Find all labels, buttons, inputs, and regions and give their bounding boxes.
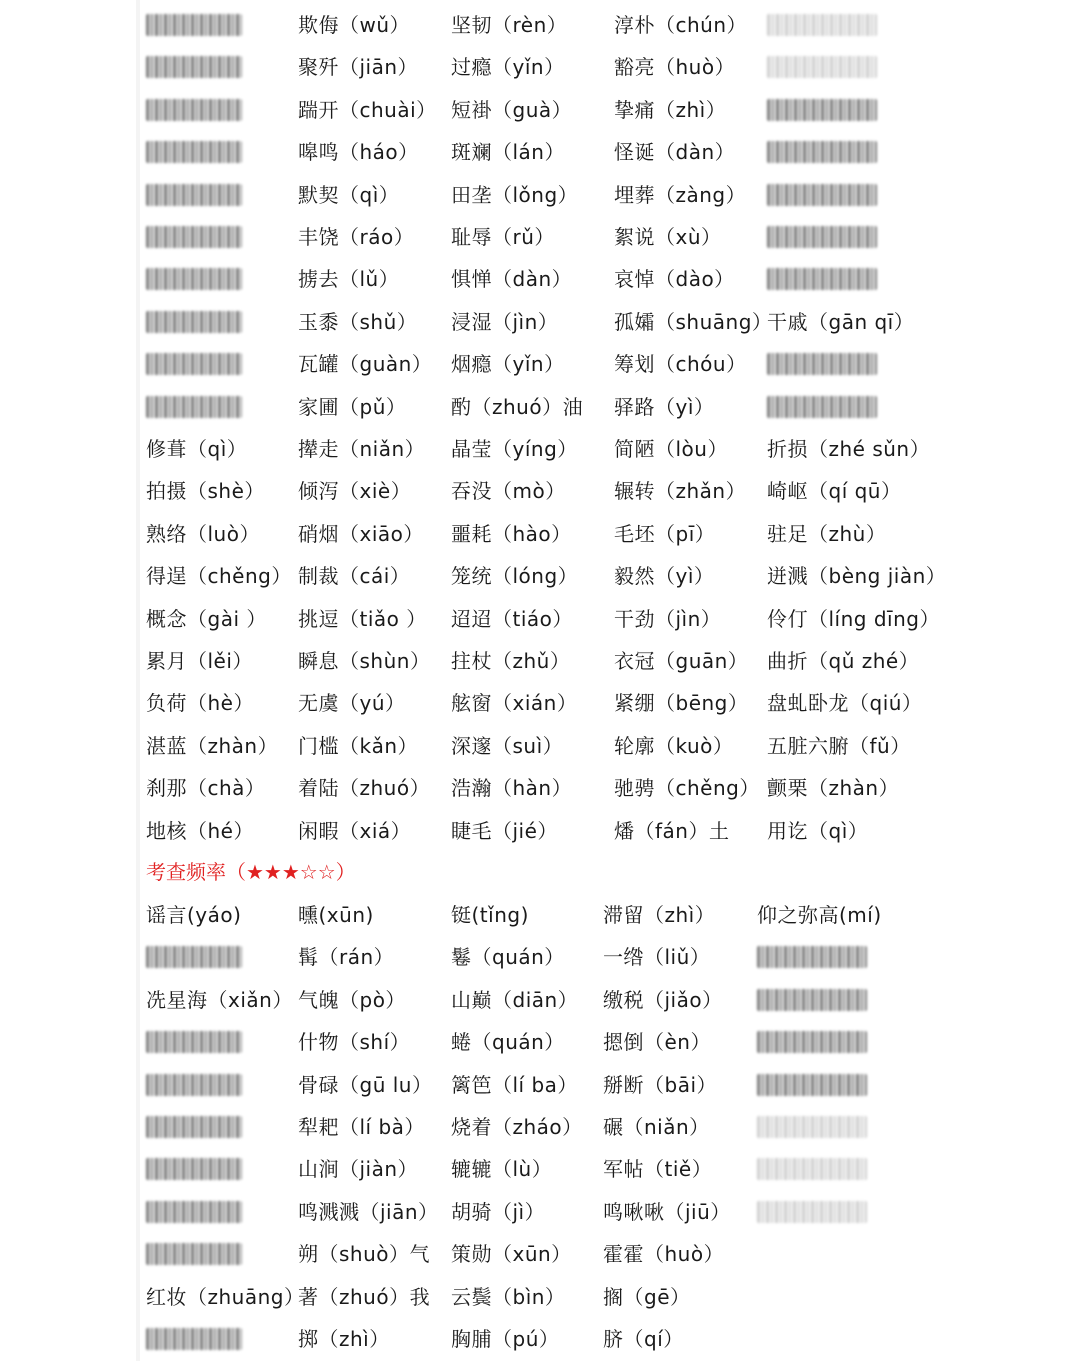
redacted-entry <box>146 1328 242 1350</box>
redacted-entry <box>757 1074 867 1096</box>
vocab-entry: 门槛（kǎn） <box>298 733 419 758</box>
table-row <box>0 4 1080 46</box>
redacted-entry <box>767 56 877 78</box>
vocab-entry: 概念（gài ） <box>146 606 267 631</box>
vocab-entry: 酌（zhuó）油 <box>451 394 584 419</box>
vocab-entry: 筹划（chóu） <box>614 352 747 377</box>
vocab-entry: 怪诞（dàn） <box>614 140 736 165</box>
vocab-entry: 掳去（lǔ） <box>298 267 400 292</box>
vocab-entry: 山巅（diān） <box>451 987 579 1012</box>
vocab-entry: 迢迢（tiáo） <box>451 606 573 631</box>
redacted-entry <box>146 1074 242 1096</box>
vocab-entry: 惧惮（dàn） <box>451 267 573 292</box>
vocab-entry: 闲暇（xiá） <box>298 818 412 843</box>
vocab-entry: 迸溅（bèng jiàn） <box>767 564 947 589</box>
vocab-entry: 缴税（jiǎo） <box>603 987 723 1012</box>
table-row <box>0 1148 1080 1190</box>
vocab-entry: 烟瘾（yǐn） <box>451 352 565 377</box>
table-row <box>0 810 1080 852</box>
table-row <box>0 428 1080 470</box>
vocab-entry: 无虞（yú） <box>298 691 406 716</box>
vocab-entry: 拍摄（shè） <box>146 479 265 504</box>
vocab-entry: 毅然（yì） <box>614 564 715 589</box>
vocab-entry: 盘虬卧龙（qiú） <box>767 691 923 716</box>
redacted-entry <box>767 396 877 418</box>
vocab-entry: 鬈（quán） <box>451 945 565 970</box>
table-row <box>0 46 1080 88</box>
vocab-entry: 军帖（tiě） <box>603 1157 713 1182</box>
vocab-entry: 踹开（chuài） <box>298 97 437 122</box>
redacted-entry <box>146 226 242 248</box>
redacted-entry <box>146 1201 242 1223</box>
vocab-entry: 家圃（pǔ） <box>298 394 407 419</box>
vocab-entry: 絮说（xù） <box>614 225 722 249</box>
vocab-entry: 髯（rán） <box>298 945 395 970</box>
vocab-entry: 丰饶（ráo） <box>298 225 415 249</box>
vocab-entry: 干戚（gān qī） <box>767 309 915 334</box>
vocab-entry: 衣冠（guān） <box>614 649 749 673</box>
redacted-entry <box>146 1158 242 1180</box>
redacted-entry <box>767 226 877 248</box>
vocab-entry: 著（zhuó）我 <box>298 1284 431 1309</box>
redacted-entry <box>146 946 242 968</box>
vocab-entry: 胸脯（pú） <box>451 1327 560 1351</box>
vocab-entry: 折损（zhé sǔn） <box>767 437 931 461</box>
vocab-entry: 耻辱（rǔ） <box>451 225 555 249</box>
vocab-entry: 铤(tǐng) <box>451 903 529 927</box>
redacted-entry <box>146 311 242 333</box>
table-row <box>0 258 1080 300</box>
table-row <box>0 216 1080 258</box>
vocab-entry: 晶莹（yíng） <box>451 437 578 461</box>
vocab-entry: 默契（qì） <box>298 182 400 207</box>
table-row <box>0 598 1080 640</box>
vocab-entry: 云鬓（bìn） <box>451 1284 566 1309</box>
redacted-entry <box>757 946 867 968</box>
vocab-entry: 曛(xūn) <box>298 903 374 927</box>
vocab-entry: 孤孀（shuāng） <box>614 309 773 334</box>
vocab-entry: 骨碌（gū lu） <box>298 1072 433 1097</box>
redacted-entry <box>757 1031 867 1053</box>
vocab-entry: 湛蓝（zhàn） <box>146 733 279 758</box>
vocab-entry: 一绺（liǔ） <box>603 945 711 970</box>
vocab-entry: 睫毛（jié） <box>451 818 558 843</box>
table-row <box>0 1318 1080 1360</box>
vocab-entry: 犁耙（lí bà） <box>298 1115 425 1139</box>
vocab-entry: 霍霍（huò） <box>603 1242 725 1267</box>
vocab-entry: 修葺（qì） <box>146 437 248 461</box>
vocab-entry: 五脏六腑（fǔ） <box>767 733 911 758</box>
vocab-entry: 搁（gē） <box>603 1284 691 1309</box>
redacted-entry <box>146 141 242 163</box>
vocab-entry: 过瘾（yǐn） <box>451 55 565 80</box>
vocab-entry: 烧着（zháo） <box>451 1115 583 1139</box>
vocab-entry: 舷窗（xián） <box>451 691 578 716</box>
vocab-entry: 淳朴（chún） <box>614 13 748 37</box>
vocab-entry: 篱笆（lí ba） <box>451 1072 578 1097</box>
redacted-entry <box>767 99 877 121</box>
vocab-entry: 挚痛（zhì） <box>614 97 727 122</box>
vocab-entry: 滞留（zhì） <box>603 903 716 927</box>
table-row <box>0 1021 1080 1063</box>
redacted-entry <box>146 353 242 375</box>
redacted-entry <box>146 1243 242 1265</box>
vocab-entry: 辘辘（lù） <box>451 1157 553 1182</box>
vocab-entry: 瞬息（shùn） <box>298 649 431 673</box>
vocab-entry: 累月（lěi） <box>146 649 253 673</box>
vocab-entry: 着陆（zhuó） <box>298 776 431 801</box>
vocab-entry: 鸣啾啾（jiū） <box>603 1199 731 1224</box>
redacted-entry <box>757 1158 867 1180</box>
vocab-entry: 轮廓（kuò） <box>614 733 734 758</box>
vocab-entry: 崎岖（qí qū） <box>767 479 902 504</box>
vocab-entry: 负荷（hè） <box>146 691 254 716</box>
vocab-entry: 山涧（jiàn） <box>298 1157 419 1182</box>
table-row <box>0 1106 1080 1148</box>
redacted-entry <box>757 1116 867 1138</box>
table-row <box>0 1191 1080 1233</box>
vocab-entry: 驰骋（chěng） <box>614 776 760 801</box>
table-row <box>0 1233 1080 1275</box>
vocab-entry: 红妆（zhuāng） <box>146 1284 305 1309</box>
vocab-entry: 拄杖（zhǔ） <box>451 649 571 673</box>
table-row <box>0 682 1080 724</box>
table-row <box>0 301 1080 343</box>
vocab-entry: 笼统（lóng） <box>451 564 579 589</box>
vocab-entry: 短褂（guà） <box>451 97 573 122</box>
vocab-entry: 倾泻（xiè） <box>298 479 412 504</box>
vocab-entry: 刹那（chà） <box>146 776 266 801</box>
redacted-entry <box>146 56 242 78</box>
vocab-entry: 制裁（cái） <box>298 564 411 589</box>
table-row <box>0 979 1080 1021</box>
vocab-entry: 掷（zhì） <box>298 1327 390 1351</box>
vocab-entry: 斑斓（lán） <box>451 140 565 165</box>
redacted-entry <box>767 353 877 375</box>
redacted-entry <box>767 14 877 36</box>
redacted-entry <box>146 184 242 206</box>
vocab-entry: 掰断（bāi） <box>603 1072 718 1097</box>
vocab-entry: 豁亮（huò） <box>614 55 736 80</box>
vocab-entry: 埋葬（zàng） <box>614 182 747 207</box>
frequency-heading: 考查频率（★★★☆☆） <box>146 860 356 884</box>
vocab-entry: 什物（shí） <box>298 1030 411 1055</box>
vocab-entry: 仰之弥高(mí) <box>757 903 882 927</box>
vocab-entry: 硝烟（xiāo） <box>298 521 424 546</box>
redacted-entry <box>146 1116 242 1138</box>
vocab-entry: 伶仃（líng dīng） <box>767 606 940 631</box>
redacted-entry <box>146 14 242 36</box>
vocab-entry: 撵走（niǎn） <box>298 437 426 461</box>
vocab-entry: 简陋（lòu） <box>614 437 728 461</box>
table-row <box>0 131 1080 173</box>
table-row <box>0 174 1080 216</box>
vocab-entry: 蜷（quán） <box>451 1030 565 1055</box>
vocab-entry: 熟络（luò） <box>146 521 260 546</box>
vocab-entry: 吞没（mò） <box>451 479 566 504</box>
vocab-entry: 脐（qí） <box>603 1327 684 1351</box>
redacted-entry <box>767 184 877 206</box>
redacted-entry <box>146 268 242 290</box>
vocab-entry: 驿路（yì） <box>614 394 715 419</box>
redacted-entry <box>146 1031 242 1053</box>
vocab-entry: 曲折（qǔ zhé） <box>767 649 920 673</box>
redacted-entry <box>767 268 877 290</box>
table-row <box>0 343 1080 385</box>
table-row <box>0 1276 1080 1318</box>
vocab-entry: 紧绷（bēng） <box>614 691 749 716</box>
vocab-entry: 朔（shuò）气 <box>298 1242 431 1267</box>
redacted-entry <box>767 141 877 163</box>
vocab-entry: 瓦罐（guàn） <box>298 352 433 377</box>
redacted-entry <box>757 1201 867 1223</box>
vocab-entry: 深邃（suì） <box>451 733 564 758</box>
vocab-entry: 干劲（jìn） <box>614 606 722 631</box>
vocab-entry: 玉黍（shǔ） <box>298 309 418 334</box>
redacted-entry <box>146 396 242 418</box>
vocab-entry: 坚韧（rèn） <box>451 13 568 37</box>
vocab-entry: 气魄（pò） <box>298 987 406 1012</box>
vocab-entry: 摁倒（èn） <box>603 1030 711 1055</box>
vocab-entry: 用讫（qì） <box>767 818 869 843</box>
table-row <box>0 894 1080 936</box>
vocab-entry: 胡骑（jì） <box>451 1199 546 1224</box>
vocab-entry: 冼星海（xiǎn） <box>146 987 293 1012</box>
vocab-entry: 燔（fán）土 <box>614 818 730 843</box>
table-row <box>0 555 1080 597</box>
vocab-entry: 毛坯（pī） <box>614 521 716 546</box>
vocab-entry: 辗转（zhǎn） <box>614 479 747 504</box>
vocab-entry: 聚歼（jiān） <box>298 55 419 80</box>
vocab-entry: 噩耗（hào） <box>451 521 572 546</box>
table-row <box>0 89 1080 131</box>
vocab-entry: 浩瀚（hàn） <box>451 776 573 801</box>
redacted-entry <box>146 99 242 121</box>
vocab-entry: 策勋（xūn） <box>451 1242 572 1267</box>
table-row <box>0 936 1080 978</box>
vocab-entry: 地核（hé） <box>146 818 254 843</box>
vocab-entry: 鸣溅溅（jiān） <box>298 1199 439 1224</box>
vocab-entry: 欺侮（wǔ） <box>298 13 411 37</box>
vocab-entry: 谣言(yáo) <box>146 903 242 927</box>
vocab-entry: 哀悼（dào） <box>614 267 735 292</box>
vocab-entry: 挑逗（tiǎo ） <box>298 606 427 631</box>
table-row <box>0 513 1080 555</box>
table-row <box>0 386 1080 428</box>
table-row <box>0 767 1080 809</box>
table-row <box>0 640 1080 682</box>
table-row <box>0 725 1080 767</box>
vocab-entry: 得逞（chěng） <box>146 564 292 589</box>
vocab-entry: 嗥鸣（háo） <box>298 140 419 165</box>
vocab-entry: 颤栗（zhàn） <box>767 776 900 801</box>
redacted-entry <box>757 989 867 1011</box>
vocab-entry: 驻足（zhù） <box>767 521 887 546</box>
table-row <box>0 470 1080 512</box>
table-row <box>0 1064 1080 1106</box>
vocab-entry: 碾（niǎn） <box>603 1115 710 1139</box>
vocab-entry: 浸湿（jìn） <box>451 309 559 334</box>
vocab-entry: 田垄（lǒng） <box>451 182 579 207</box>
